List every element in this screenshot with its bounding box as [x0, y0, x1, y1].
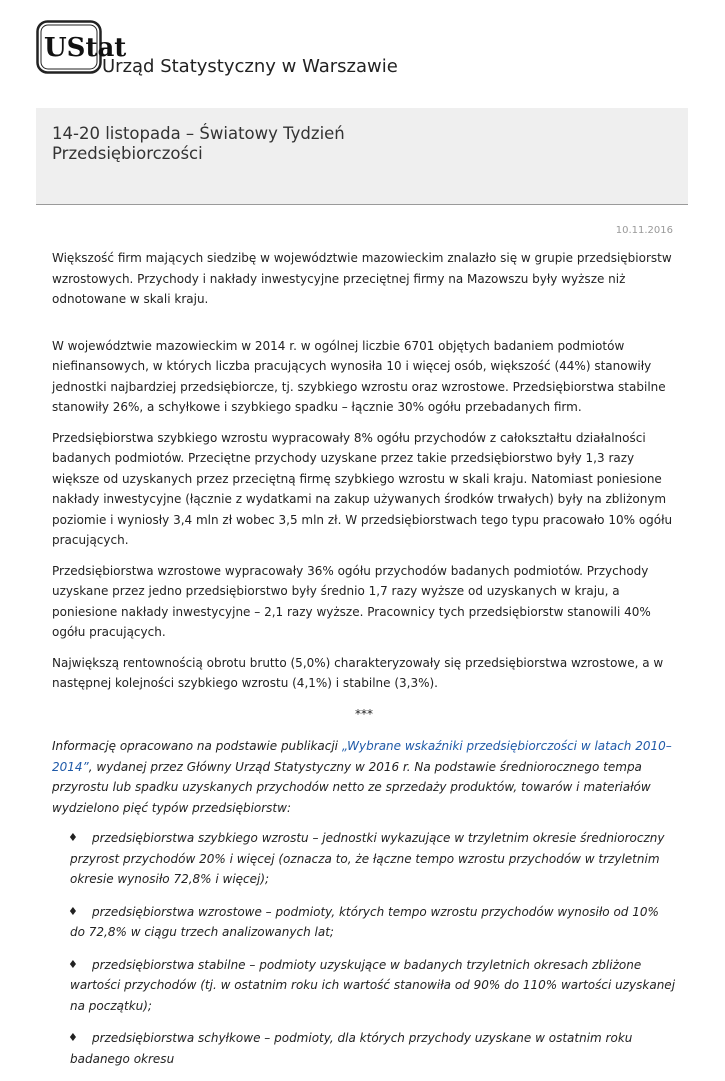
note-suffix: , wydanej przez Główny Urząd Statystyczny w 2016 r. Na podstawie średniorocznego tempa przyrostu lub spadku uzyskanych przychodów netto ze sprzedaży produktów, towarów i materiałów wydzielono pięć typów przedsiębiorstw: — [52, 759, 651, 815]
publication-date: 10.11.2016 — [615, 225, 673, 236]
page-header — [36, 20, 686, 80]
note-prefix: Informację opracowano na podstawie publikacji — [52, 739, 342, 753]
page-title: 14-20 listopada – Światowy Tydzień Przedsiębiorczości — [52, 124, 345, 163]
list-item — [52, 1028, 676, 1069]
paragraph: Przedsiębiorstwa szybkiego wzrostu wypracowały 8% ogółu przychodów z całokształtu działalności badanych podmiotów. Przeciętne przychody uzyskane przez takie przedsiębiorstwo były 1,3 razy większe od uzyskanych przez przeciętną firmę szybkiego wzrostu w skali kraju. Natomiast poniesione nakłady inwestycyjne (łącznie z wydatkami na zakup używanych środków trwałych) były na zbliżonym poziomie i wyniosły 3,4 mln zł wobec 3,5 mln zł. W przedsiębiorstwach tego typu pracowało 10% ogółu pracujących. — [52, 430, 673, 547]
diamond-bullet-icon: ♦ — [68, 1031, 78, 1044]
source-note — [52, 736, 676, 818]
diamond-bullet-icon: ♦ — [68, 957, 78, 971]
diamond-bullet-icon: ♦ — [68, 904, 78, 918]
list-item-text: przedsiębiorstwa schyłkowe – podmioty, dla których przychody uzyskane w ostatnim roku badanego okresu — [70, 1031, 633, 1066]
title-banner — [36, 108, 688, 205]
diamond-bullet-icon: ♦ — [68, 831, 78, 844]
section-separator: *** — [355, 706, 373, 721]
paragraph: Przedsiębiorstwa wzrostowe wypracowały 36% ogółu przychodów badanych podmiotów. Przychody uzyskane przez jedno przedsiębiorstwo były średnio 1,7 razy wyższe od uzyskanych w kraju, a poniesione nakłady inwestycyjne – 2,1 razy wyższe. Pracownicy tych przedsiębiorstw stanowili 40% ogółu pracujących. — [52, 563, 651, 639]
list-item-text: przedsiębiorstwa stabilne – podmioty uzyskujące w badanych trzyletnich okresach zbliżone wartości przychodów (tj. w ostatnim roku ich wartość stanowiła od 90% do 110% wartości uzyskanej na początku); — [70, 957, 676, 1013]
list-item — [52, 828, 676, 890]
paragraph: Największą rentownością obrotu brutto (5,0%) charakteryzowały się przedsiębiorstwa wzrostowe, a w następnej kolejności szybkiego wzrostu (4,1%) i stabilne (3,3%). — [52, 655, 664, 690]
article-body — [52, 248, 676, 1081]
list-item — [52, 902, 676, 943]
list-item-text: przedsiębiorstwa szybkiego wzrostu – jednostki wykazujące w trzyletnim okresie średnioroczny przyrost przychodów 20% i więcej (oznacza to, że łączne tempo wzrostu przychodów w trzyletnim okresie wynosiło 72,8% i więcej); — [70, 831, 665, 886]
list-item — [52, 955, 676, 1017]
logo-letter-u: UStat — [44, 33, 127, 63]
paragraph: W województwie mazowieckim w 2014 r. w ogólnej liczbie 6701 objętych badaniem podmiotów niefinansowych, w których liczba pracujących wynosiła 10 i więcej osób, większość (44%) stanowiły jednostki najbardziej przedsiębiorcze, tj. szybkiego wzrostu oraz wzrostowe. Przedsiębiorstwa stabilne stanowiły 26%, a schyłkowe i szybkiego spadku – łącznie 30% ogółu przebadanych firm. — [52, 338, 666, 414]
intro-paragraph: Większość firm mających siedzibę w województwie mazowieckim znalazło się w grupie przedsiębiorstw wzrostowych. Przychody i nakłady inwestycyjne przeciętnej firmy na Mazowszu były wyższe niż odnotowane w skali kraju. — [52, 251, 672, 306]
enterprise-types-list — [52, 828, 676, 1069]
ustat-logo — [36, 20, 127, 74]
organization-name[interactable]: Urząd Statystyczny w Warszawie — [102, 56, 398, 77]
publication-link[interactable]: „Wybrane wskaźniki przedsiębiorczości w latach 2010–2014” — [52, 739, 672, 774]
list-item-text: przedsiębiorstwa wzrostowe – podmioty, których tempo wzrostu przychodów wynosiło od 10% do 72,8% w ciągu trzech analizowanych lat; — [70, 904, 659, 939]
